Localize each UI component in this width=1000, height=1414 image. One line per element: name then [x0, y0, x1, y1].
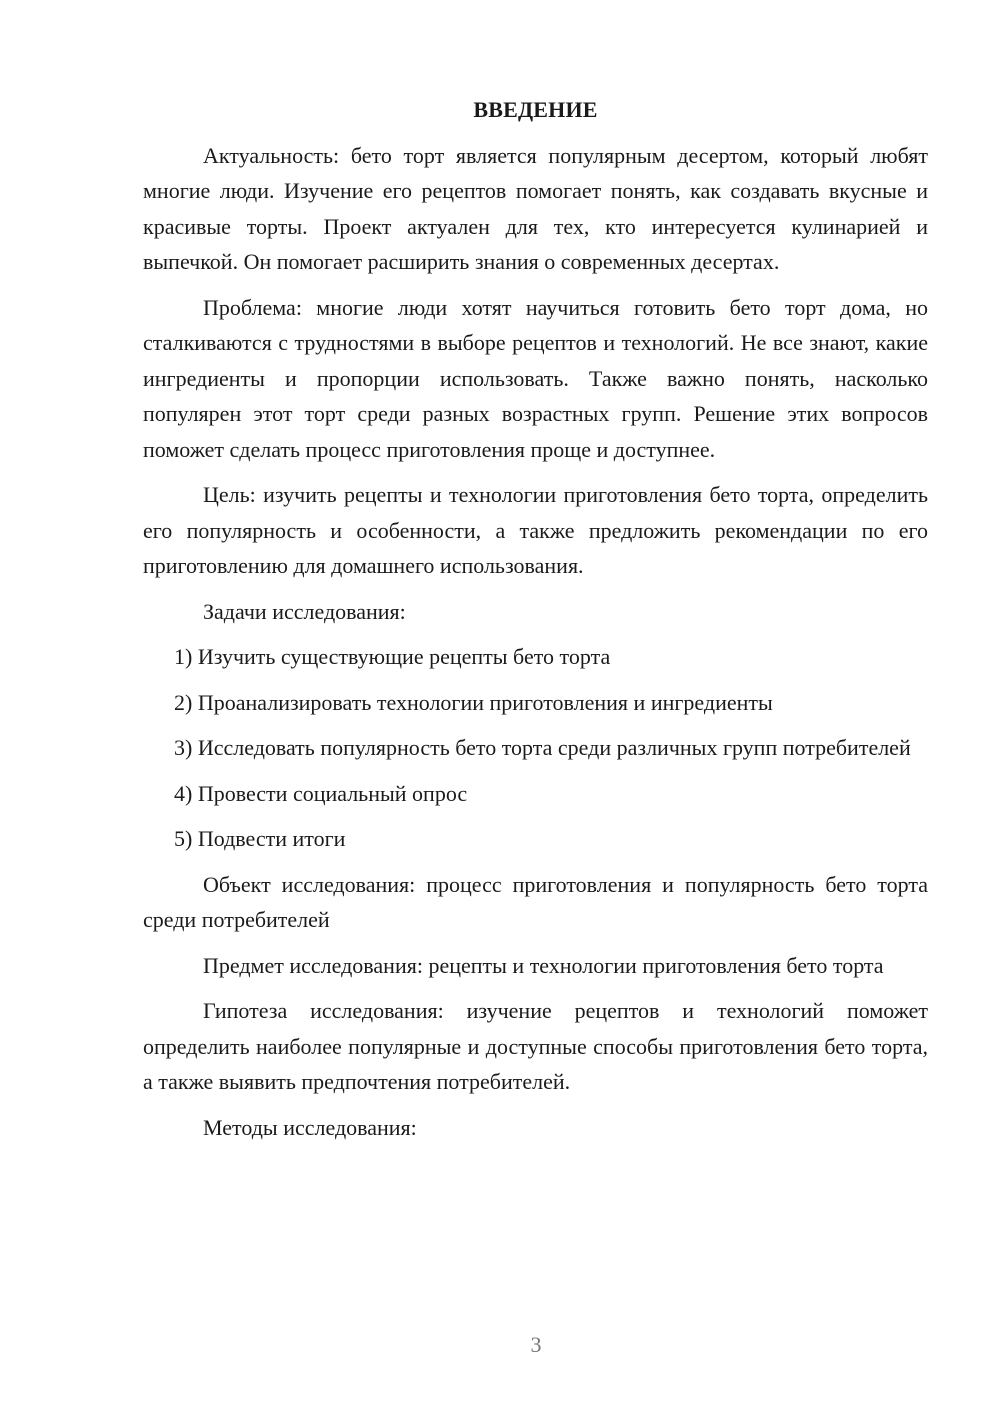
subject-paragraph: Предмет исследования: рецепты и технологии приготовления бето торта [203, 952, 884, 978]
section-title: ВВЕДЕНИЕ [473, 97, 598, 122]
page-content [143, 92, 928, 1155]
object-paragraph: Объект исследования: процесс приготовления и популярность бето торта среди потребителей [143, 871, 928, 932]
page-number: 3 [530, 1332, 542, 1357]
task-item-5: 5) Подвести итоги [174, 826, 346, 851]
methods-heading: Методы исследования: [203, 1114, 417, 1140]
goal-paragraph: Цель: изучить рецепты и технологии приготовления бето торта, определить его популярность и особенности, а также предложить рекомендации по его приготовлению для домашнего использования. [143, 482, 928, 578]
problem-paragraph: Проблема: многие люди хотят научиться готовить бето торт дома, но сталкиваются с трудностями в выборе рецептов и технологий. Не все знают, какие ингредиенты и пропорции использовать. Также важно понять, насколько популярен этот торт среди разных возрастных групп. Решение этих вопросов поможет сделать процесс приготовления проще и доступнее. [143, 294, 928, 462]
relevance-paragraph: Актуальность: бето торт является популярным десертом, который любят многие люди. Изучение его рецептов помогает понять, как создавать вкусные и красивые торты. Проект актуален для тех, кто интересуется кулинарией и выпечкой. Он помогает расширить знания о современных десертах. [143, 142, 928, 274]
hypothesis-paragraph: Гипотеза исследования: изучение рецептов и технологий поможет определить наиболее популярные и доступные способы приготовления бето торта, а также выявить предпочтения потребителей. [143, 998, 928, 1094]
task-item-2: 2) Проанализировать технологии приготовления и ингредиенты [174, 689, 773, 715]
task-item-4: 4) Провести социальный опрос [174, 780, 468, 806]
task-item-1: 1) Изучить существующие рецепты бето торта [174, 644, 611, 669]
task-item-3: 3) Исследовать популярность бето торта среди различных групп потребителей [174, 735, 911, 760]
tasks-heading: Задачи исследования: [203, 598, 406, 624]
